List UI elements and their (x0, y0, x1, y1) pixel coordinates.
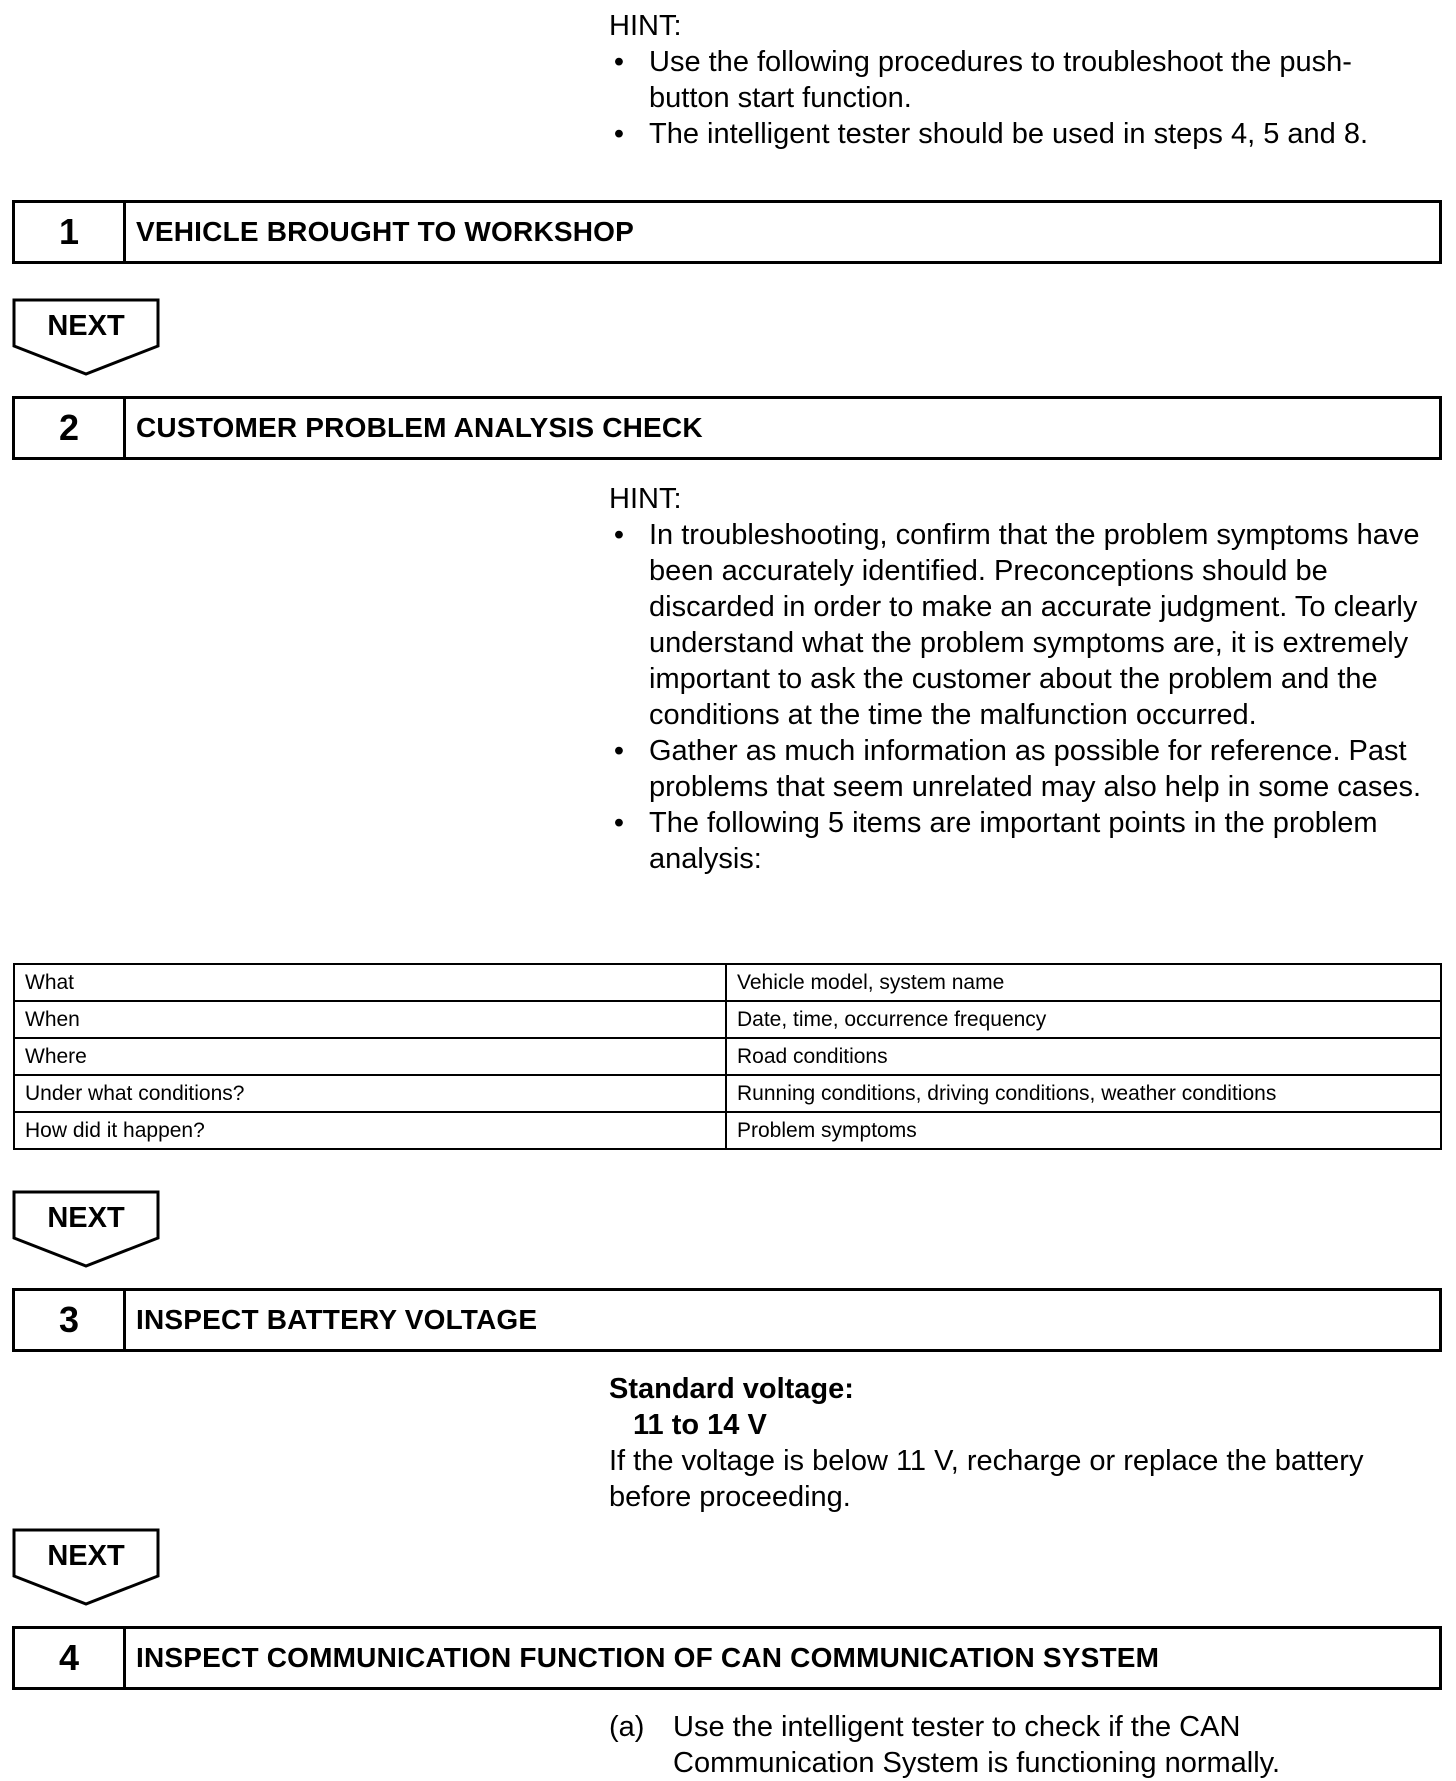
step-2-header (12, 396, 1442, 460)
next-label: NEXT (47, 1202, 125, 1234)
standard-voltage-value: 11 to 14 V (633, 1409, 767, 1441)
instruction-item (609, 1709, 1429, 1781)
step-title: INSPECT COMMUNICATION FUNCTION OF CAN COMMUNICATION SYSTEM (136, 1642, 1160, 1673)
step-number: 4 (15, 1629, 126, 1687)
bullet-icon: • (613, 118, 625, 150)
table-row (14, 1075, 1441, 1112)
next-arrow-button (12, 1528, 160, 1606)
bullet-icon: • (613, 735, 625, 767)
table-row (14, 964, 1441, 1001)
table-row (14, 1112, 1441, 1149)
hint-item: • The intelligent tester should be used in steps 4, 5 and 8. (609, 116, 1429, 152)
hint-list (609, 517, 1439, 877)
step-4-instruction (609, 1709, 1429, 1781)
next-arrow-button (12, 1190, 160, 1268)
step-4-header (12, 1626, 1442, 1690)
table-cell-item: What (14, 964, 726, 1001)
instruction-marker: (a) (609, 1711, 645, 1743)
hint-item: • In troubleshooting, confirm that the problem symptoms have been accurately identified. Preconceptions should be discarded in order to make an accurate judgment. To clearly understand what the problem symptoms are, it is extremely important to ask the customer about the problem and the conditions at the time the malfunction occurred. (609, 517, 1439, 733)
next-label: NEXT (47, 1540, 125, 1572)
problem-analysis-table (13, 963, 1442, 1150)
step-3-header (12, 1288, 1442, 1352)
step-title: CUSTOMER PROBLEM ANALYSIS CHECK (136, 412, 703, 443)
table-row (14, 1038, 1441, 1075)
hint-item: • Gather as much information as possible for reference. Past problems that seem unrelated may also help in some cases. (609, 733, 1439, 805)
table-cell-item: Where (14, 1038, 726, 1075)
table-cell-detail: Vehicle model, system name (726, 964, 1441, 1001)
table-cell-item: How did it happen? (14, 1112, 726, 1149)
step-title: INSPECT BATTERY VOLTAGE (136, 1304, 538, 1335)
hint-top (609, 8, 1429, 152)
step-number: 3 (15, 1291, 126, 1349)
step-title: VEHICLE BROUGHT TO WORKSHOP (136, 216, 635, 247)
next-label: NEXT (47, 310, 125, 342)
hint-item: • Use the following procedures to troubleshoot the push-button start function. (609, 44, 1429, 116)
table-cell-item: Under what conditions? (14, 1075, 726, 1112)
hint-label: HINT: (609, 10, 682, 42)
table-cell-detail: Road conditions (726, 1038, 1441, 1075)
hint-label: HINT: (609, 483, 682, 515)
instruction-text: Use the intelligent tester to check if the CAN Communication System is functioning normally. (673, 1711, 1281, 1779)
bullet-icon: • (613, 519, 625, 551)
step-1-header (12, 200, 1442, 264)
table-row (14, 1001, 1441, 1038)
table-cell-detail: Running conditions, driving conditions, weather conditions (726, 1075, 1441, 1112)
battery-note: If the voltage is below 11 V, recharge or replace the battery before proceeding. (609, 1445, 1364, 1513)
standard-voltage-label: Standard voltage: (609, 1373, 854, 1405)
table-cell-detail: Problem symptoms (726, 1112, 1441, 1149)
table-cell-detail: Date, time, occurrence frequency (726, 1001, 1441, 1038)
step-number: 2 (15, 399, 126, 457)
next-arrow-button (12, 298, 160, 376)
hint-step2 (609, 481, 1439, 877)
table-cell-item: When (14, 1001, 726, 1038)
battery-voltage-spec (609, 1371, 1439, 1515)
step-number: 1 (15, 203, 126, 261)
bullet-icon: • (613, 807, 625, 839)
hint-item: • The following 5 items are important points in the problem analysis: (609, 805, 1439, 877)
hint-list (609, 44, 1429, 152)
bullet-icon: • (613, 46, 625, 78)
